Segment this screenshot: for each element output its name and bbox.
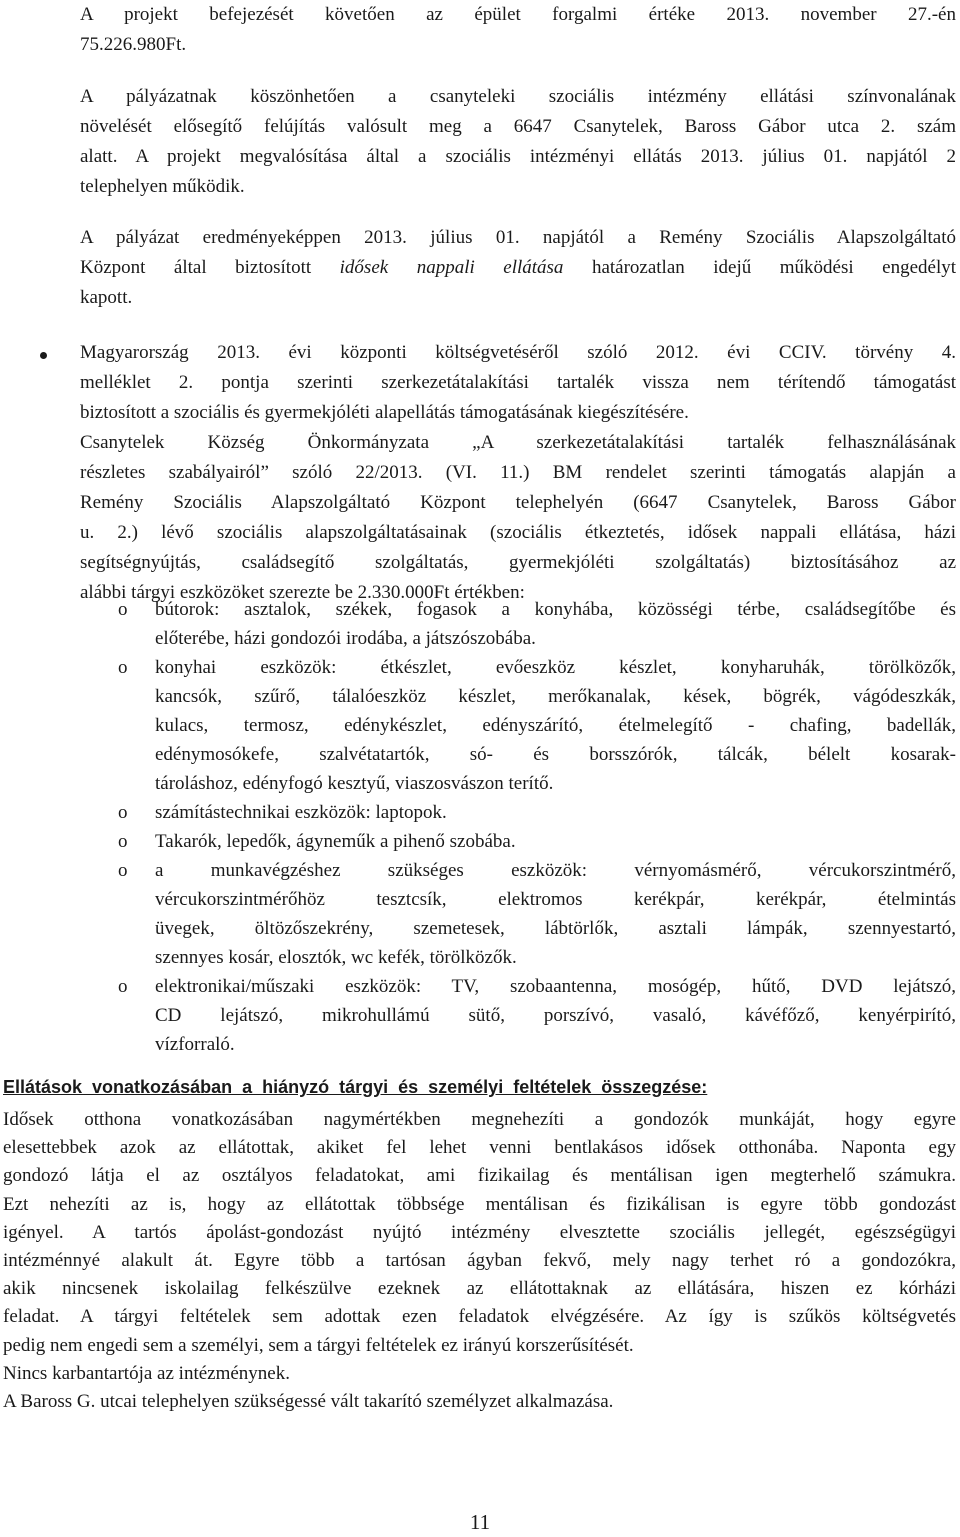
- text-line: Nincs karbantartója az intézménynek.: [3, 1362, 290, 1384]
- list-item-work-tools: [118, 856, 956, 972]
- list-item-kitchen: [118, 653, 956, 798]
- text-line: Idősek otthona vonatkozásában nagymértékben megnehezíti a gondozók munkáját, hogy egyre: [3, 1109, 956, 1130]
- paragraph-renovation: [80, 82, 956, 202]
- list-item-bedding: [118, 827, 956, 856]
- list-marker-icon: o: [118, 860, 128, 881]
- page-number: 11: [469, 1510, 491, 1534]
- text-line: konyhai eszközök: étkészlet, evőeszköz készlet, konyharuhák, törölközők,: [155, 657, 956, 678]
- text-line: gondozó látja el az osztályos feladatokat, ami fizikailag és mentálisan igen megterhelő számukra.: [3, 1165, 956, 1187]
- text-line: kancsók, szűrő, tálalóeszköz készlet, merőkanalak, kések, bögrék, vágódeszkák,: [155, 686, 956, 707]
- text-line: kulacs, termosz, edénykészlet, edényszárító, ételmelegítő - chafing, badellák,: [155, 715, 956, 736]
- italic-service-name: idősek nappali ellátása: [339, 257, 564, 278]
- text-line: A pályázat eredményeképpen 2013. július 01. napjától a Remény Szociális Alapszolgáltató: [80, 227, 956, 248]
- text-line: akik nincsenek iskolailag felkészülve ezeknek az ellátottaknak az ellátására, hiszen ez kórházi: [3, 1278, 956, 1300]
- text-line: alatt. A projekt megvalósítása által a szociális intézményi ellátás 2013. július 01. napjától 2: [80, 146, 956, 167]
- text-line: melléklet 2. pontja szerinti szerkezetátalakítási tartalék vissza nem térítendő támogatást: [80, 372, 956, 393]
- text-line: 75.226.980Ft.: [80, 34, 187, 55]
- text-line: szennyes kosár, elosztók, wc kefék, törölközők.: [155, 947, 517, 968]
- text-line: Magyarország 2013. évi központi költségvetéséről szóló 2012. évi CCIV. törvény 4.: [80, 342, 956, 363]
- text-line: Takarók, lepedők, ágyneműk a pihenő szobába.: [155, 831, 516, 852]
- asset-list: [118, 595, 956, 1059]
- list-marker-icon: o: [118, 802, 128, 823]
- text-line: a munkavégzéshez szükséges eszközök: vérnyomásmérő, vércukorszintmérő,: [155, 860, 956, 881]
- text-line: elektronikai/műszaki eszközök: TV, szobaantenna, mosógép, hűtő, DVD lejátszó,: [155, 976, 956, 997]
- text-line: bútorok: asztalok, székek, fogasok a konyhába, közösségi térbe, családsegítőbe és: [155, 599, 956, 620]
- text-line: segítségnyújtás, családsegítő szolgáltatás, gyermekjóléti szolgáltatás) biztosításához az: [80, 552, 956, 573]
- section-body: [3, 1106, 956, 1416]
- text-line: A projekt befejezését követően az épület forgalmi értéke 2013. november 27.-én: [80, 4, 956, 25]
- text-line: igényel. A tartós ápolást-gondozást nyújtó intézmény elvesztette szociális jellegét, egészségügyi: [3, 1221, 956, 1243]
- list-marker-icon: o: [118, 976, 128, 997]
- bullet-dot-icon: [40, 352, 47, 359]
- text-line: vércukorszintmérőhöz tesztcsík, elektromos kerékpár, kerékpár, ételmintás: [155, 889, 956, 910]
- text-line: Remény Szociális Alapszolgáltató Központ telephelyén (6647 Csanytelek, Baross Gábor: [80, 492, 956, 513]
- list-marker-icon: o: [118, 599, 128, 620]
- text-line: pedig nem engedi sem a személyi, sem a tárgyi feltételek ez irányú korszerűsítését.: [3, 1334, 634, 1356]
- text-line: üvegek, öltözőszekrény, szemetesek, lábtörlők, asztali lámpák, szennyestartó,: [155, 918, 956, 939]
- text-line: tároláshoz, edényfogó kesztyű, viaszosvászon terítő.: [155, 773, 554, 794]
- text-line: u. 2.) lévő szociális alapszolgáltatásainak (szociális étkeztetés, idősek nappali ellátása, házi: [80, 522, 956, 543]
- text-line: növelését elősegítő felújítás valósult meg a 6647 Csanytelek, Baross Gábor utca 2. szám: [80, 116, 956, 137]
- text-line: biztosított a szociális és gyermekjóléti alapellátás támogatásának kiegészítésére.: [80, 402, 689, 423]
- text-line: feladat. A tárgyi feltételek sem adottak ezen feladatok elvégzésére. Az így is szűkös költségvetés: [3, 1306, 956, 1328]
- text-line: [80, 253, 956, 283]
- text-line: CD lejátszó, mikrohullámú sütő, porszívó, vasaló, kávéfőző, kenyérpirító,: [155, 1005, 956, 1026]
- list-item-computers: [118, 798, 956, 827]
- text-line: elesettebbek azok az ellátottak, akiket fel lehet venni bentlakásos idősek otthonába. Naponta egy: [3, 1137, 956, 1159]
- list-marker-icon: o: [118, 657, 128, 678]
- text-fragment: Központ által biztosított: [80, 257, 340, 278]
- paragraph-outcome: [80, 223, 956, 313]
- text-line: edénymosókefe, szalvétatartók, só- és borsszórók, tálcák, bélelt kosarak-: [155, 744, 956, 765]
- text-line: telephelyen működik.: [80, 176, 245, 197]
- bullet-paragraph-support: [80, 338, 956, 608]
- text-line: A Baross G. utcai telephelyen szükségessé vált takarító személyzet alkalmazása.: [3, 1391, 614, 1413]
- text-line: vízforraló.: [155, 1034, 235, 1055]
- section-heading: Ellátások vonatkozásában a hiányzó tárgyi és személyi feltételek összegzése:: [3, 1077, 708, 1097]
- text-line: kapott.: [80, 287, 133, 308]
- text-line: előterébe, házi gondozói irodába, a játszószobába.: [155, 628, 536, 649]
- list-item-furniture: [118, 595, 956, 653]
- text-line: A pályázatnak köszönhetően a csanyteleki szociális intézmény ellátási színvonalának: [80, 86, 956, 107]
- list-item-electronics: [118, 972, 956, 1059]
- list-marker-icon: o: [118, 831, 128, 852]
- text-line: számítástechnikai eszközök: laptopok.: [155, 802, 447, 823]
- paragraph-project-value: [80, 0, 956, 60]
- text-line: részletes szabályairól” szóló 22/2013. (VI. 11.) BM rendelet szerinti támogatás alapján a: [80, 462, 956, 483]
- text-line: alábbi tárgyi eszközöket szerezte be 2.330.000Ft értékben:: [80, 582, 525, 603]
- text-line: Csanytelek Község Önkormányzata „A szerkezetátalakítási tartalék felhasználásának: [80, 432, 956, 453]
- text-line: intézménnyé alakult át. Egyre több a tartósan ágyban fekvő, mely nagy terhet ró a gondozókra,: [3, 1250, 956, 1272]
- text-fragment: határozatlan idejű működési engedélyt: [563, 257, 957, 278]
- text-line: Ezt nehezíti az is, hogy az ellátottak többsége mentálisan és fizikálisan is egyre több gondozást: [3, 1193, 956, 1215]
